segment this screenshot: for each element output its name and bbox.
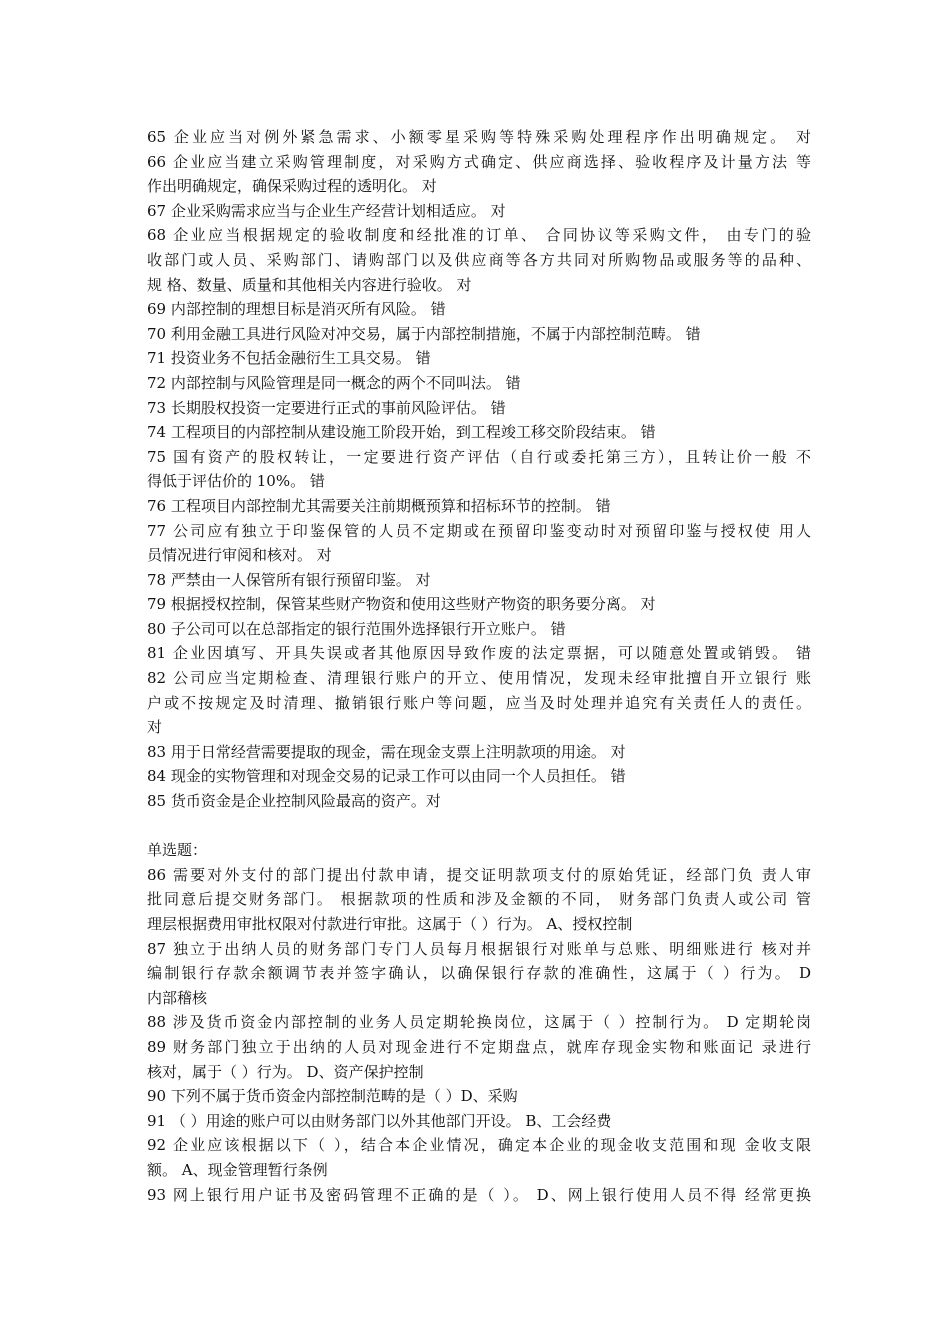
text-line: 66 企业应当建立采购管理制度，对采购方式确定、供应商选择、验收程序及计量方法 等 [147, 152, 811, 171]
text-line: 额。 A、现金管理暂行条例 [147, 1160, 328, 1179]
text-line: 79 根据授权控制，保管某些财产物资和使用这些财产物资的职务要分离。 对 [147, 595, 656, 614]
text-line: 对 [147, 718, 163, 737]
text-line: 86 需要对外支付的部门提出付款申请，提交证明款项支付的原始凭证，经部门负 责人审 [147, 865, 811, 884]
text-line: 89 财务部门独立于出纳的人员对现金进行不定期盘点，就库存现金实物和账面记 录进行 [147, 1037, 811, 1056]
text-line: 内部稽核 [147, 988, 208, 1007]
text-line: 75 国有资产的股权转让，一定要进行资产评估（自行或委托第三方），且转让价一般 不 [147, 447, 811, 466]
text-line: 82 公司应当定期检查、清理银行账户的开立、使用情况，发现未经审批擅自开立银行 账 [147, 669, 811, 688]
text-line: 85 货币资金是企业控制风险最高的资产。对 [147, 792, 441, 811]
text-line: 76 工程项目内部控制尤其需要关注前期概预算和招标环节的控制。 错 [147, 496, 611, 515]
text-line: 74 工程项目的内部控制从建设施工阶段开始，到工程竣工移交阶段结束。 错 [147, 423, 656, 442]
text-line: 71 投资业务不包括金融衍生工具交易。 错 [147, 349, 431, 368]
text-line: 编制银行存款余额调节表并签字确认，以确保银行存款的准确性，这属于（ ）行为。 D [147, 964, 811, 983]
text-line: 90 下列不属于货币资金内部控制范畴的是（ ）D、采购 [147, 1087, 518, 1106]
text-line: 规 格、数量、质量和其他相关内容进行验收。 对 [147, 275, 472, 294]
text-line: 69 内部控制的理想目标是消灭所有风险。 错 [147, 300, 446, 319]
text-line: 78 严禁由一人保管所有银行预留印鉴。 对 [147, 570, 431, 589]
text-line: 88 涉及货币资金内部控制的业务人员定期轮换岗位，这属于（ ）控制行为。 D 定期轮岗 [147, 1013, 811, 1032]
blank-line [147, 814, 811, 839]
text-line: 81 企业因填写、开具失误或者其他原因导致作废的法定票据，可以随意处置或销毁。 错 [147, 644, 811, 663]
section-heading: 单选题： [147, 841, 208, 860]
text-line: 收部门或人员、采购部门、请购部门以及供应商等各方共同对所购物品或服务等的品种、 [147, 250, 811, 269]
text-line: 作出明确规定，确保采购过程的透明化。 对 [147, 177, 437, 196]
text-line: 73 长期股权投资一定要进行正式的事前风险评估。 错 [147, 398, 506, 417]
document-body [147, 125, 811, 1207]
text-line: 核对，属于（ ）行为。 D、资产保护控制 [147, 1062, 424, 1081]
text-line: 户或不按规定及时清理、撤销银行账户等问题，应当及时处理并追究有关责任人的责任。 [147, 693, 811, 712]
text-line: 65 企业应当对例外紧急需求、小额零星采购等特殊采购处理程序作出明确规定。 对 [147, 128, 811, 146]
text-line: 67 企业采购需求应当与企业生产经营计划相适应。 对 [147, 201, 506, 220]
text-line: 72 内部控制与风险管理是同一概念的两个不同叫法。 错 [147, 373, 521, 392]
text-line: 得低于评估价的 10%。 错 [147, 472, 325, 491]
text-line: 84 现金的实物管理和对现金交易的记录工作可以由同一个人员担任。 错 [147, 767, 626, 786]
text-line: 员情况进行审阅和核对。 对 [147, 546, 332, 565]
text-line: 68 企业应当根据规定的验收制度和经批准的订单、 合同协议等采购文件， 由专门的验 [147, 226, 811, 245]
text-line: 批同意后提交财务部门。 根据款项的性质和涉及金额的不同， 财务部门负责人或公司 管 [147, 890, 811, 909]
text-line: 93 网上银行用户证书及密码管理不正确的是（ ）。 D、网上银行使用人员不得 经常更换 [147, 1185, 811, 1204]
text-line: 92 企业应该根据以下（ ），结合本企业情况，确定本企业的现金收支范围和现 金收支限 [147, 1136, 811, 1155]
text-line: 87 独立于出纳人员的财务部门专门人员每月根据银行对账单与总账、明细账进行 核对并 [147, 939, 811, 958]
text-line: 70 利用金融工具进行风险对冲交易，属于内部控制措施，不属于内部控制范畴。 错 [147, 324, 701, 343]
text-line: 83 用于日常经营需要提取的现金，需在现金支票上注明款项的用途。 对 [147, 742, 626, 761]
text-line: 80 子公司可以在总部指定的银行范围外选择银行开立账户。 错 [147, 619, 566, 638]
text-line: 77 公司应有独立于印鉴保管的人员不定期或在预留印鉴变动时对预留印鉴与授权使 用人 [147, 521, 811, 540]
text-line: 理层根据费用审批权限对付款进行审批。这属于（ ）行为。 A、授权控制 [147, 915, 633, 933]
text-line: 91 （ ）用途的账户可以由财务部门以外其他部门开设。 B、工会经费 [147, 1111, 612, 1130]
